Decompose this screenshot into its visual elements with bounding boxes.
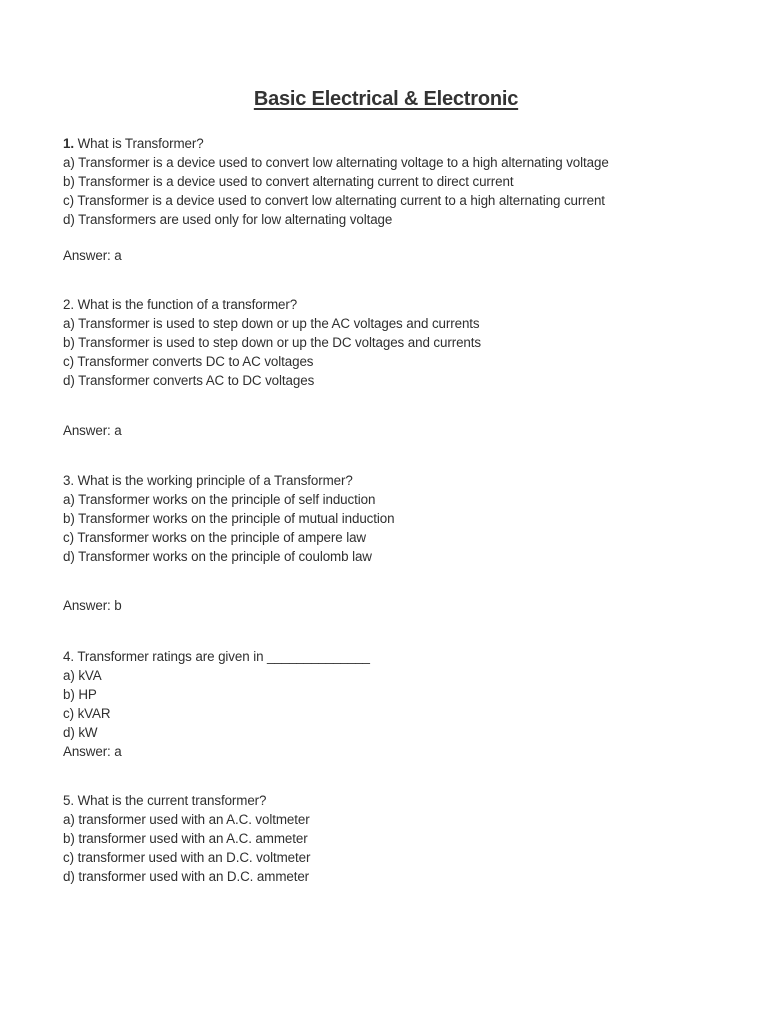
question-1-answer: Answer: a bbox=[63, 248, 122, 263]
question-3-option-b: b) Transformer works on the principle of mutual induction bbox=[63, 511, 395, 526]
question-1-option-c: c) Transformer is a device used to convert low alternating current to a high alternating current bbox=[63, 193, 605, 208]
question-2-option-a: a) Transformer is used to step down or up the AC voltages and currents bbox=[63, 316, 480, 331]
question-5-option-c: c) transformer used with an D.C. voltmeter bbox=[63, 850, 311, 865]
question-5: 5. What is the current transformer? bbox=[63, 793, 267, 808]
question-1-number: 1. bbox=[63, 136, 74, 151]
question-1-option-b: b) Transformer is a device used to convert alternating current to direct current bbox=[63, 174, 514, 189]
question-2: 2. What is the function of a transformer? bbox=[63, 297, 298, 312]
document-title: Basic Electrical & Electronic bbox=[253, 88, 519, 110]
question-4-option-b: b) HP bbox=[63, 687, 97, 702]
question-5-option-b: b) transformer used with an A.C. ammeter bbox=[63, 831, 308, 846]
question-4-answer: Answer: a bbox=[63, 744, 122, 759]
question-1-text: What is Transformer? bbox=[77, 136, 204, 151]
question-5-option-d: d) transformer used with an D.C. ammeter bbox=[63, 869, 310, 884]
question-2-option-c: c) Transformer converts DC to AC voltages bbox=[63, 354, 314, 369]
question-3-answer: Answer: b bbox=[63, 598, 122, 613]
question-4-option-c: c) kVAR bbox=[63, 706, 111, 721]
question-4-option-a: a) kVA bbox=[63, 668, 102, 683]
question-3-option-d: d) Transformer works on the principle of coulomb law bbox=[63, 549, 372, 564]
question-3-option-a: a) Transformer works on the principle of self induction bbox=[63, 492, 376, 507]
question-1-option-d: d) Transformers are used only for low alternating voltage bbox=[63, 212, 393, 227]
question-2-option-b: b) Transformer is used to step down or up the DC voltages and currents bbox=[63, 335, 481, 350]
question-2-option-d: d) Transformer converts AC to DC voltages bbox=[63, 373, 315, 388]
question-5-option-a: a) transformer used with an A.C. voltmeter bbox=[63, 812, 310, 827]
question-4-option-d: d) kW bbox=[63, 725, 98, 740]
question-3-option-c: c) Transformer works on the principle of ampere law bbox=[63, 530, 367, 545]
question-1 bbox=[63, 135, 204, 153]
question-3: 3. What is the working principle of a Transformer? bbox=[63, 473, 353, 488]
question-1-option-a: a) Transformer is a device used to convert low alternating voltage to a high alternating voltage bbox=[63, 155, 609, 170]
question-4: 4. Transformer ratings are given in ______________ bbox=[63, 649, 370, 664]
question-2-answer: Answer: a bbox=[63, 423, 122, 438]
